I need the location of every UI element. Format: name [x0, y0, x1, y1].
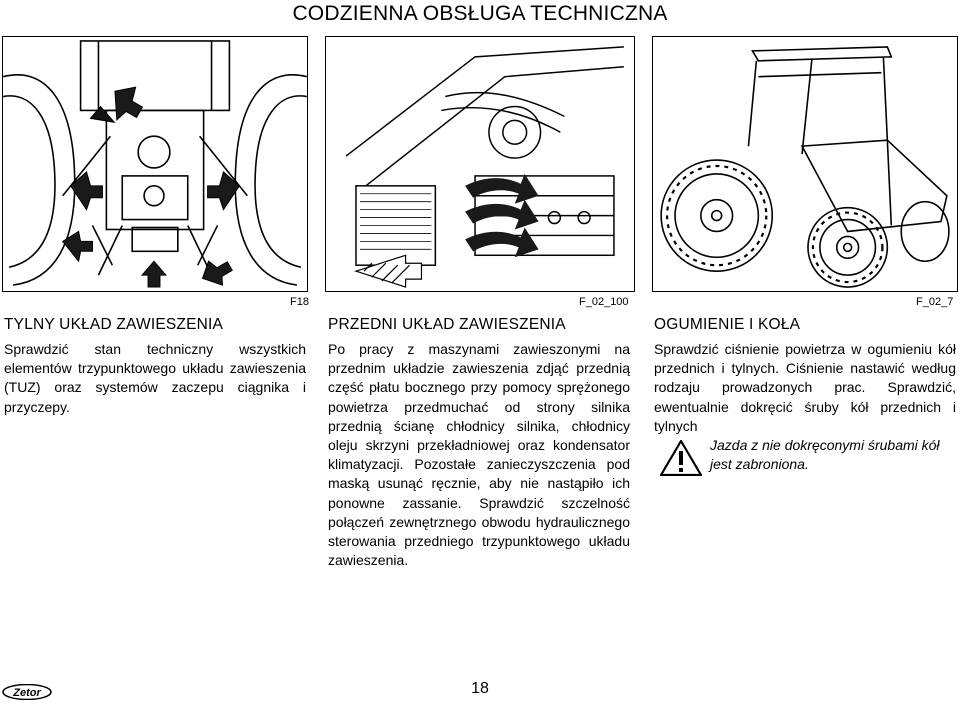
- brand-name: Zetor: [13, 687, 41, 699]
- rear-hitch-heading: TYLNY UKŁAD ZAWIESZENIA: [4, 316, 224, 333]
- front-hitch-text: Po pracy z maszynami zawieszonymi na przednim układzie zawieszenia zdjąć przednią część płatu bocznego przy pomocy sprężonego powietrza przedmuchać od strony silnika przednią ścianę chłodnicy silnika, chłodnicy oleju skrzyni przekładniowej oraz kondensator klimatyzacji. Pozostałe zanieczyszczenia pod maską usunąć ręcznie, aby nie nastąpiło ich ponowne zassanie. Sprawdzić szczelność połączeń zewnętrznego obwodu hydraulicznego sterowania przedniego trzypunktowego układu zawieszenia.: [328, 341, 630, 569]
- radiator-figure: [325, 36, 635, 292]
- warning-text: Jazda z nie dokręconymi śrubami kół jest zabroniona.: [710, 437, 940, 473]
- rear-hitch-section: [4, 316, 306, 417]
- page-title: CODZIENNA OBSŁUGA TECHNICZNA: [292, 2, 668, 25]
- rear-hitch-figure: [2, 36, 308, 292]
- front-hitch-section: [328, 316, 630, 570]
- figure-code-right: F_02_7: [916, 296, 954, 308]
- rear-hitch-text: Sprawdzić stan techniczny wszystkich elementów trzypunktowego układu zawieszenia (TUZ) oraz systemów zaczepu ciągnika i przyczepy.: [4, 341, 306, 415]
- tyres-heading: OGUMIENIE I KOŁA: [654, 316, 801, 333]
- rear-hitch-illustration: [3, 37, 307, 291]
- tyres-text: Sprawdzić ciśnienie powietrza w ogumieniu kół przednich i tylnych. Ciśnienie nastawić według rodzaju prowadzonych prac. Sprawdzić, ewentualnie dokręcić śruby kół przednich i tylnych: [654, 341, 956, 434]
- tractor-figure: [652, 36, 958, 292]
- engine-radiator-illustration: [326, 37, 634, 291]
- page-number: 18: [471, 680, 489, 697]
- figure-code-middle: F_02_100: [579, 296, 629, 308]
- tractor-wheels-illustration: [653, 37, 957, 291]
- warning-note: [654, 436, 956, 474]
- front-hitch-heading: PRZEDNI UKŁAD ZAWIESZENIA: [328, 316, 566, 333]
- figure-code-left: F18: [290, 296, 309, 308]
- tyres-section: [654, 316, 956, 474]
- warning-icon: [660, 440, 702, 476]
